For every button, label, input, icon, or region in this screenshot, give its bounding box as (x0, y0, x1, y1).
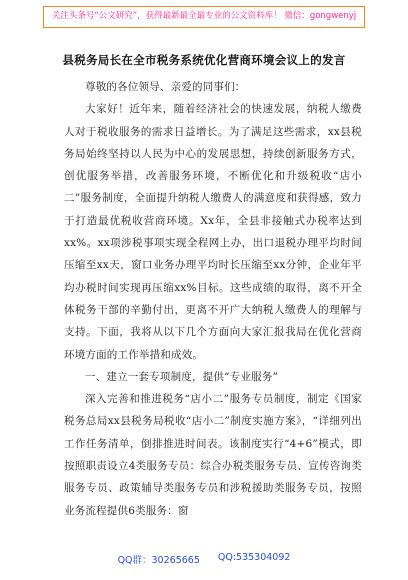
document-title: 县税务局长在全市税务系统优化营商环境会议上的发言 (62, 53, 346, 67)
salutation-paragraph: 尊敬的各位领导、亲爱的同事们： (85, 81, 246, 93)
promo-banner-text: 关注头条号“公文研究”，获得最新最全最专业的公文资料库！ 微信：gongwenyj (43, 6, 365, 28)
top-banner (0, 6, 408, 28)
qq-contact-text: QQ:535304092 (217, 552, 291, 563)
document-body (64, 76, 362, 522)
section-heading-1: 一、建立一套专项制度，提供“专业服务” (85, 370, 279, 383)
qq-group-text: QQ群：30265665 (117, 555, 200, 566)
body-paragraph-section-1: 深入完善和推进税务“店小二”服务专员制度，制定《国家税务总局xx县税务局税收“店小二”制度实施方案》，“详细列出工作任务清单，倒排推进时间表。该制度实行“4+6”模式，即按照职责设立4类服务专员：综合办税类服务专员、宣传咨询类服务专员、政策辅导类服务专员和涉税援助类服务专员，按照业务流程提供6类服务：窗 (64, 393, 362, 517)
page-footer (0, 552, 408, 568)
body-paragraph-intro: 大家好！近年来，随着经济社会的快速发展，纳税人缴费人对于税收服务的需求日益增长。为了满足这些需求，xx县税务局始终坚持以人民为中心的发展思想，持续创新服务方式，创优服务举措，改善服务环境，不断优化和升级税收“店小二”服务制度，全面提升纳税人缴费人的满意度和获得感，致力于打造最优税收营商环境。Xx年，全县非接触式办税率达到xx%。xx项涉税事项实现全程网上办，出口退税办理平均时间压缩至xx天，窗口业务办理平均时长压缩至xx分钟，企业年平均办税时间实现再压缩xx%目标。这些成绩的取得，离不开全体税务干部的辛勤付出，更离不开广大纳税人缴费人的理解与支持。下面，我将从以下几个方面向大家汇报我局在优化营商环境方面的工作举措和成效。 (64, 103, 362, 361)
